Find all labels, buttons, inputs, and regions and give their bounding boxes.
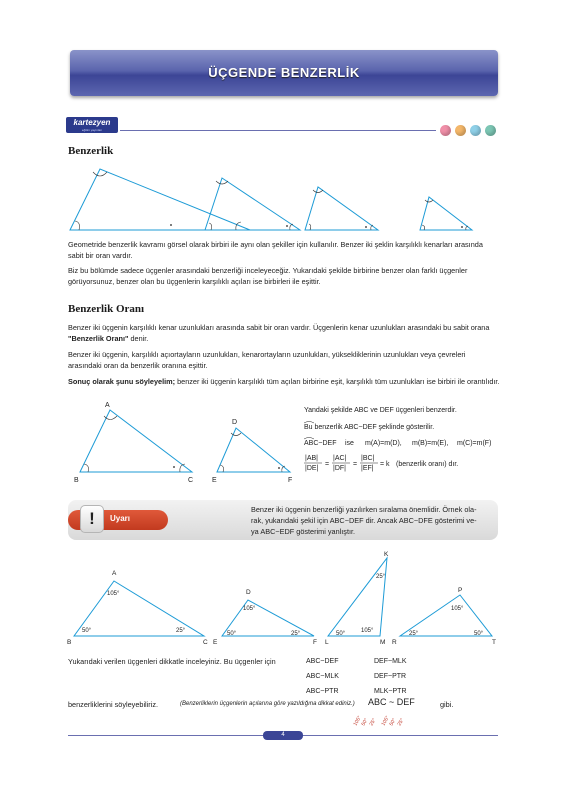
angle-label: 105° <box>361 628 374 634</box>
w-sim: ~ <box>413 516 419 525</box>
sim-pair: ABC~PTR <box>306 688 339 695</box>
triangle-def <box>217 428 290 472</box>
w-abc: ABC <box>398 516 414 525</box>
line3-def: DEF <box>322 440 337 447</box>
warning-line-1: Benzer iki üçgenin benzerliği yazılırken sıralama önemlidir. Örnek ola- <box>251 505 477 514</box>
ratio-equals: = <box>325 461 330 468</box>
vertex-label: M <box>380 639 386 646</box>
vertex-label: L <box>325 639 329 646</box>
section3-example: ABC ~ DEF <box>368 697 415 707</box>
decor-dot-teal <box>485 125 496 136</box>
vertex-label: T <box>492 639 496 646</box>
logo-text: kartezyen <box>73 118 111 127</box>
angle-label: 25° <box>176 628 186 634</box>
explanation-line-2 <box>304 424 434 431</box>
tilted-angle-labels <box>350 704 420 730</box>
w-abc: ABC <box>260 527 276 536</box>
vertex-label: F <box>288 477 293 484</box>
vertex-label: E <box>213 639 218 646</box>
w-text: gösterimi yanlıştır. <box>294 527 356 536</box>
vertex-label: K <box>384 551 389 558</box>
line3-angle-a: m(A)=m(D), <box>365 440 402 447</box>
w-text: ya <box>251 527 261 536</box>
section-heading-benzerlik: Benzerlik <box>68 145 114 157</box>
w-text: rak, yukarıdaki şekil için <box>251 516 330 525</box>
triangle-abc <box>80 410 192 472</box>
w-text: dir. Ancak <box>363 516 399 525</box>
line2-text-e: şeklinde gösterilir. <box>376 424 435 431</box>
angle-label: 25° <box>409 631 419 637</box>
angle-label: 50° <box>474 631 484 637</box>
w-def: DEF <box>348 516 364 525</box>
page-number: 4 <box>263 731 303 740</box>
w-edf: EDF <box>279 527 295 536</box>
exclamation-icon: ! <box>80 505 104 533</box>
section3-outro: benzerliklerini söyleyebiliriz. <box>68 700 159 709</box>
similarity-explanation <box>300 402 505 476</box>
angle-label: 50° <box>227 631 237 637</box>
angle-label: 25° <box>376 574 386 580</box>
line2-def: DEF <box>362 424 377 431</box>
angle-label: 105° <box>107 591 120 597</box>
w-dfe: DFE <box>418 516 433 525</box>
svg-text:105°: 105° <box>380 715 391 727</box>
abc-def-figure <box>62 398 302 486</box>
decor-dot-orange <box>455 125 466 136</box>
section-heading-benzerlik-orani: Benzerlik Oranı <box>68 303 145 315</box>
explanation-line-1: Yandaki şekilde ABC ve DEF üçgenleri benzerdir. <box>304 407 457 414</box>
ratio-equals: = <box>353 461 358 468</box>
vertex-label: P <box>458 587 463 594</box>
section2-paragraph-1 <box>68 322 498 344</box>
vertex-label: A <box>112 570 117 577</box>
sim-pair: DEF~PTR <box>374 673 407 680</box>
vertex-label: B <box>67 639 72 646</box>
line3-angle-b: m(B)=m(E), <box>412 440 449 447</box>
ratio-numerator: |AB| <box>305 455 318 462</box>
ratio-denominator: |EF| <box>361 465 374 472</box>
publisher-logo <box>66 117 118 133</box>
p3-lead: Sonuç olarak şunu söyleyelim; <box>68 377 176 386</box>
ratio-numerator: |AC| <box>333 455 347 462</box>
svg-text:105°: 105° <box>352 715 363 727</box>
header-rule <box>120 130 436 131</box>
warning-line-2 <box>251 515 501 526</box>
p1-text-c: denir. <box>128 334 149 343</box>
angle-label: 50° <box>82 628 92 634</box>
sim-pair: MLK~PTR <box>374 688 407 695</box>
w-text: gösterimi ve- <box>432 516 477 525</box>
section3-intro: Yukarıdaki verilen üçgenleri dikkatle inceleyiniz. Bu üçgenler için <box>68 657 276 666</box>
sim-pair: ABC~DEF <box>306 658 339 665</box>
vertex-label: B <box>74 477 79 484</box>
svg-text:25°: 25° <box>396 717 406 727</box>
w-abc: ABC <box>329 516 345 525</box>
line2-text-a: Bu benzerlik <box>304 424 345 431</box>
vertex-label: D <box>246 589 251 596</box>
svg-text:25°: 25° <box>368 717 378 727</box>
vertex-label: F <box>313 639 317 646</box>
angle-label: 50° <box>336 631 346 637</box>
p1-text-a: Benzer iki üçgenin karşılıklı kenar uzunlukları arasında sabit bir oran vardır. Üçgenlerin kenar uzunlukları arasındaki bu sabit orana <box>68 323 490 332</box>
line3-abc: ABC <box>304 440 319 447</box>
vertex-label: C <box>203 639 208 646</box>
explanation-line-3 <box>304 440 337 447</box>
sim-pair: DEF~MLK <box>374 658 407 665</box>
ratio-numerator: |BC| <box>361 455 375 462</box>
line3-sim: ~ <box>318 440 323 447</box>
ratio-note: (benzerlik oranı) dır. <box>396 461 459 468</box>
ratio-k: = k <box>380 461 390 468</box>
similarity-list <box>300 652 500 698</box>
section1-paragraph-2: Biz bu bölümde sadece üçgenler arasındaki benzerliği inceleyeceğiz. Yukarıdaki şekilde birbirine benzer olan farklı üçgenler görüyorsunuz, benzer olan bu üçgenlerin karşılıklı açıları ise birbirleri ile eşittir. <box>68 266 468 286</box>
similar-triangles-figure <box>60 160 510 236</box>
section2-paragraph-3 <box>68 376 508 387</box>
angle-label: 25° <box>291 631 301 637</box>
decor-dot-blue <box>470 125 481 136</box>
section2-paragraph-2: Benzer iki üçgenin, karşılıklı açıortayların uzunlukları, kenarortayların uzunlukları, yüksekliklerinin uzunlukları veya çevreleri arasındaki oran da benzerlik oranına eşittir. <box>68 350 466 370</box>
warning-line-3 <box>251 526 501 537</box>
triangle-3 <box>305 187 378 230</box>
triangle-klm <box>328 558 387 636</box>
page-title: ÜÇGENDE BENZERLİK <box>208 65 360 80</box>
line2-abc: ABC <box>344 424 359 431</box>
warning-text <box>251 504 501 537</box>
p1-term: "Benzerlik Oranı" <box>68 334 129 343</box>
vertex-label: C <box>188 477 194 484</box>
line3-ise: ise <box>345 440 354 447</box>
decor-dot-pink <box>440 125 451 136</box>
svg-text:50°: 50° <box>360 717 370 727</box>
vertex-label: R <box>392 639 397 646</box>
ratio-denominator: |DE| <box>305 465 319 472</box>
logo-subtext: eğitim yayınları <box>81 128 103 132</box>
w-sim: ~ <box>275 527 280 536</box>
line2-sim: ~ <box>358 424 363 431</box>
sim-pair: ABC~MLK <box>306 673 339 680</box>
svg-text:50°: 50° <box>388 717 398 727</box>
title-banner <box>70 50 498 96</box>
p3-text: benzer iki üçgenin karşılıklı tüm açıları birbirine eşit, karşılıklı tüm uzunlukları ise birbiri ile orantılıdır. <box>175 377 500 386</box>
section3-note: (Benzerliklerin üçgenlerin açılarına göre yazıldığına dikkat ediniz.) <box>180 701 355 707</box>
line3-angle-c: m(C)=m(F) <box>457 440 492 447</box>
ratio-denominator: |DF| <box>333 465 346 472</box>
section3-gibi: gibi. <box>440 700 454 709</box>
section1-paragraph-1: Geometride benzerlik kavramı görsel olarak birbiri ile aynı olan şekiller için kullanılır. Benzer iki şeklin karşılıklı kenarları arasında sabit bir oran vardır. <box>68 240 483 260</box>
w-sim: ~ <box>344 516 349 525</box>
vertex-label: D <box>232 419 238 426</box>
four-triangles-figure <box>62 548 506 648</box>
vertex-label: A <box>105 402 110 409</box>
angle-label: 105° <box>243 606 256 612</box>
vertex-label: E <box>212 477 217 484</box>
triangle-2 <box>205 178 300 230</box>
triangle-prt <box>400 595 492 636</box>
angle-label: 105° <box>451 606 464 612</box>
warning-label: Uyarı <box>110 514 131 523</box>
